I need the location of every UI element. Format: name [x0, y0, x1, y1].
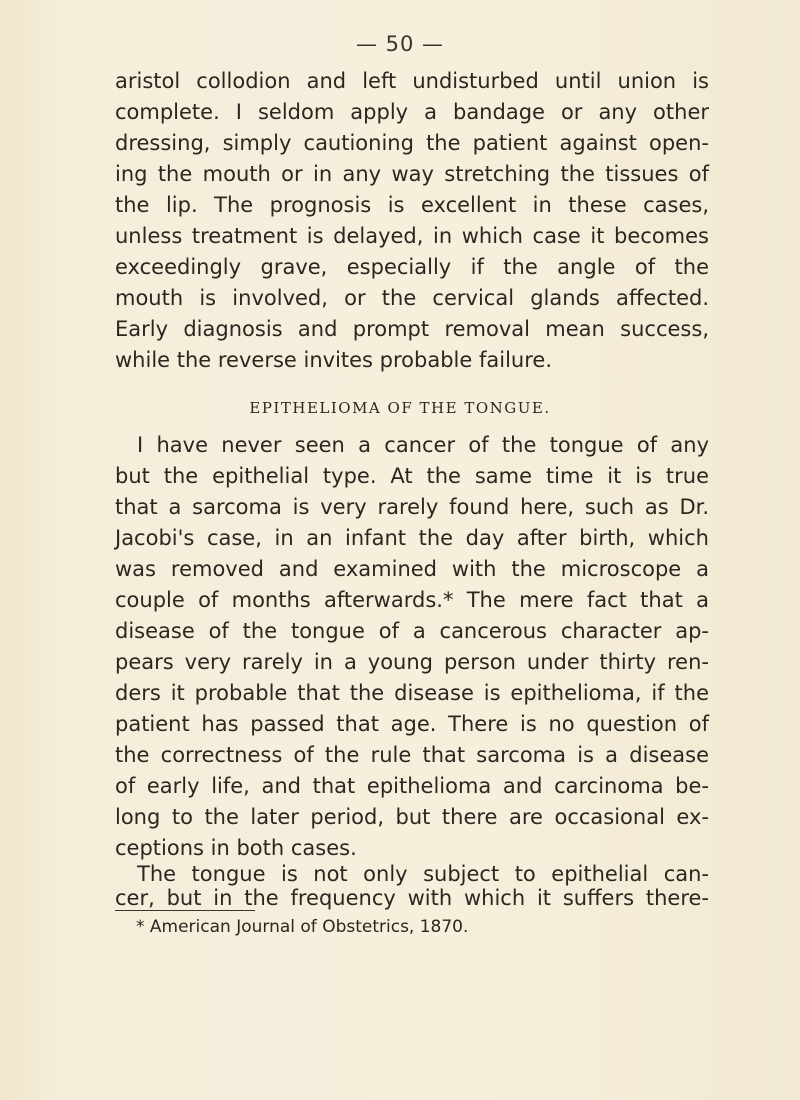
- text-line: exceedingly grave, especially if the angle of the: [115, 255, 709, 279]
- text-line: the lip. The prognosis is excellent in these cases,: [115, 193, 709, 217]
- text-line: ceptions in both cases.: [115, 836, 357, 860]
- text-line: couple of months afterwards.* The mere fact that a: [115, 588, 709, 612]
- text-line: Jacobi's case, in an infant the day after birth, which: [115, 526, 709, 550]
- text-line: while the reverse invites probable failure.: [115, 348, 552, 372]
- text-line: dressing, simply cautioning the patient against open-: [115, 131, 709, 155]
- page-number: — 50 —: [355, 32, 445, 56]
- text-line: mouth is involved, or the cervical glands affected.: [115, 286, 709, 310]
- text-line: aristol collodion and left undisturbed until union is: [115, 69, 709, 93]
- text-line: that a sarcoma is very rarely found here, such as Dr.: [115, 495, 709, 519]
- text-line: cer, but in the frequency with which it suffers there-: [115, 886, 709, 910]
- text-line: ders it probable that the disease is epithelioma, if the: [115, 681, 709, 705]
- text-line: was removed and examined with the microscope a: [115, 557, 709, 581]
- text-line: pears very rarely in a young person under thirty ren-: [115, 650, 709, 674]
- text-line: but the epithelial type. At the same time it is true: [115, 464, 709, 488]
- text-line: patient has passed that age. There is no question of: [115, 712, 709, 736]
- footnote-rule: [115, 910, 255, 911]
- text-line: of early life, and that epithelioma and carcinoma be-: [115, 774, 709, 798]
- text-line: complete. I seldom apply a bandage or any other: [115, 100, 709, 124]
- text-line: the correctness of the rule that sarcoma is a disease: [115, 743, 709, 767]
- section-heading: EPITHELIOMA OF THE TONGUE.: [249, 399, 551, 417]
- footnote: * American Journal of Obstetrics, 1870.: [136, 917, 469, 937]
- text-line: unless treatment is delayed, in which case it becomes: [115, 224, 709, 248]
- text-line: I have never seen a cancer of the tongue of any: [137, 433, 709, 457]
- text-line: disease of the tongue of a cancerous character ap-: [115, 619, 709, 643]
- text-line: ing the mouth or in any way stretching the tissues of: [115, 162, 709, 186]
- text-line: Early diagnosis and prompt removal mean success,: [115, 317, 709, 341]
- text-line: The tongue is not only subject to epithelial can-: [137, 862, 709, 886]
- text-line: long to the later period, but there are occasional ex-: [115, 805, 709, 829]
